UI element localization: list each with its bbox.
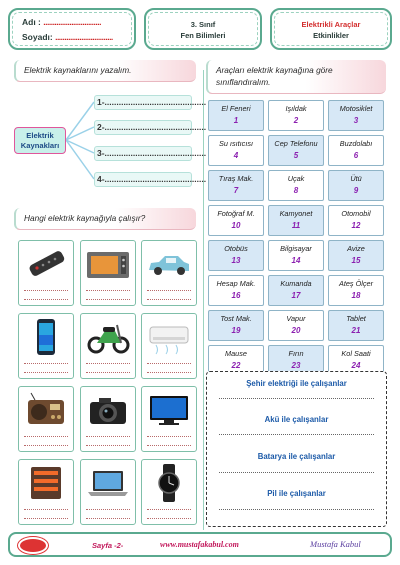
device-item [328, 170, 384, 201]
device-name: El Feneri [221, 104, 251, 113]
device-name: Cep Telefonu [274, 139, 318, 148]
device-name: Tost Mak. [220, 314, 252, 323]
classify-title-line-1: Araçları elektrik kaynağına göre [216, 65, 333, 75]
picture-cell [18, 313, 74, 379]
electric-sources-box [14, 127, 66, 154]
picture-cell [141, 240, 197, 306]
device-number: 20 [291, 326, 301, 335]
device-number: 16 [231, 291, 241, 300]
device-item [208, 310, 264, 341]
device-item [328, 240, 384, 271]
name-field[interactable]: ............................... [43, 17, 101, 27]
section-title-sources: Elektrik kaynaklarını yazalım. [14, 60, 196, 82]
footer [8, 532, 392, 557]
device-item [208, 170, 264, 201]
device-name: Otomobil [341, 209, 371, 218]
device-name: Vapur [286, 314, 306, 323]
website-link[interactable]: www.mustafakabul.com [160, 540, 239, 549]
device-item [268, 275, 324, 306]
source-answer-1[interactable]: 1-........................................... [94, 95, 192, 110]
sources-label-2: Kaynakları [20, 141, 60, 150]
device-name: Kol Saati [341, 349, 371, 358]
device-name: Ateş Ölçer [338, 279, 374, 288]
device-name: Buzdolabı [339, 139, 373, 148]
camera-icon [85, 390, 131, 430]
device-item [328, 100, 384, 131]
picture-cell [80, 313, 136, 379]
surname-label: Soyadı: [22, 32, 53, 42]
motorcycle-icon [85, 317, 131, 357]
air-conditioner-icon [146, 317, 192, 357]
device-item [328, 205, 384, 236]
heater-icon [23, 463, 69, 503]
device-name: Işıldak [285, 104, 307, 113]
picture-cell [18, 459, 74, 525]
category-city-electricity: Şehir elektriği ile çalışanlar [246, 379, 347, 388]
device-number: 1 [233, 116, 239, 125]
name-label: Adı : [22, 17, 41, 27]
page-number: Sayfa -2- [92, 541, 124, 550]
device-name: Kumanda [280, 279, 312, 288]
device-name: Otobüs [224, 244, 248, 253]
subject-label: Fen Bilimleri [180, 31, 226, 40]
sources-label-1: Elektrik [26, 131, 54, 140]
device-number: 10 [231, 221, 241, 230]
device-name: Fotoğraf M. [217, 209, 255, 218]
picture-cell [18, 240, 74, 306]
picture-cell [141, 386, 197, 452]
device-number: 17 [291, 291, 301, 300]
picture-cell [80, 386, 136, 452]
answer-line[interactable] [219, 472, 374, 473]
category-car-battery: Akü ile çalışanlar [264, 415, 329, 424]
answer-line[interactable] [219, 434, 374, 435]
picture-cell [80, 459, 136, 525]
microwave-oven-icon [85, 244, 131, 284]
car-icon [146, 244, 192, 284]
remote-control-icon [23, 244, 69, 284]
device-number: 23 [291, 361, 301, 370]
device-item [268, 240, 324, 271]
device-item [268, 135, 324, 166]
device-item [268, 100, 324, 131]
device-number: 12 [351, 221, 361, 230]
device-name: Tıraş Mak. [218, 174, 254, 183]
device-number: 3 [353, 116, 359, 125]
device-number: 6 [353, 151, 359, 160]
topic-box [270, 8, 392, 50]
device-number: 19 [231, 326, 241, 335]
surname-field[interactable]: ............................... [55, 32, 113, 42]
device-number: 18 [351, 291, 361, 300]
device-name: Su ısıtıcısı [218, 139, 254, 148]
device-number: 8 [293, 186, 299, 195]
device-item [208, 275, 264, 306]
topic-title: Elektrikli Araçlar [301, 20, 361, 29]
device-item [208, 240, 264, 271]
device-name: Bilgisayar [280, 244, 312, 253]
answer-line[interactable] [219, 398, 374, 399]
device-number: 22 [231, 361, 241, 370]
category-dry-cell-battery: Pil ile çalışanlar [267, 489, 326, 498]
device-item [268, 310, 324, 341]
picture-cell [141, 459, 197, 525]
device-item [328, 310, 384, 341]
device-name: Uçak [287, 174, 305, 183]
device-item [268, 170, 324, 201]
device-number: 4 [233, 151, 239, 160]
smartphone-icon [23, 317, 69, 357]
classify-title-line-2: sınıflandıralım. [216, 77, 271, 87]
section-title-which-source: Hangi elektrik kaynağıyla çalışır? [14, 208, 196, 230]
source-answer-2[interactable]: 2-........................................... [94, 120, 192, 135]
column-divider [203, 70, 204, 530]
publisher-logo [18, 537, 48, 554]
device-number: 7 [233, 186, 239, 195]
device-item [208, 100, 264, 131]
device-item [268, 205, 324, 236]
device-number: 24 [351, 361, 361, 370]
name-box [8, 8, 136, 50]
device-number: 13 [231, 256, 241, 265]
device-number: 11 [291, 221, 301, 230]
device-name: Ütü [350, 174, 362, 183]
section-title-classify [206, 60, 386, 94]
laptop-icon [85, 463, 131, 503]
source-answer-4[interactable]: 4-........................................... [94, 172, 192, 187]
device-number: 5 [293, 151, 299, 160]
source-answer-3[interactable]: 3-........................................... [94, 146, 192, 161]
watch-icon [146, 463, 192, 503]
author-signature: Mustafa Kabul [310, 539, 361, 549]
picture-cell [18, 386, 74, 452]
radio-icon [23, 390, 69, 430]
category-box [206, 371, 387, 527]
device-number: 21 [351, 326, 361, 335]
device-item [208, 135, 264, 166]
activity-label: Etkinlikler [313, 31, 349, 40]
category-rechargeable-battery: Batarya ile çalışanlar [257, 452, 336, 461]
device-name: Hesap Mak. [216, 279, 256, 288]
device-name: Fırın [288, 349, 304, 358]
grade-label: 3. Sınıf [190, 20, 216, 29]
device-number: 15 [351, 256, 361, 265]
device-number: 9 [353, 186, 359, 195]
television-icon [146, 390, 192, 430]
device-number: 2 [293, 116, 299, 125]
picture-cell [141, 313, 197, 379]
answer-line[interactable] [219, 509, 374, 510]
class-box [144, 8, 262, 50]
device-name: Motosiklet [339, 104, 373, 113]
device-name: Avize [347, 244, 365, 253]
device-item [328, 275, 384, 306]
picture-cell [80, 240, 136, 306]
device-name: Mause [225, 349, 247, 358]
device-number: 14 [291, 256, 301, 265]
device-item [208, 205, 264, 236]
device-name: Kamyonet [279, 209, 313, 218]
device-name: Tablet [346, 314, 366, 323]
device-item [328, 135, 384, 166]
